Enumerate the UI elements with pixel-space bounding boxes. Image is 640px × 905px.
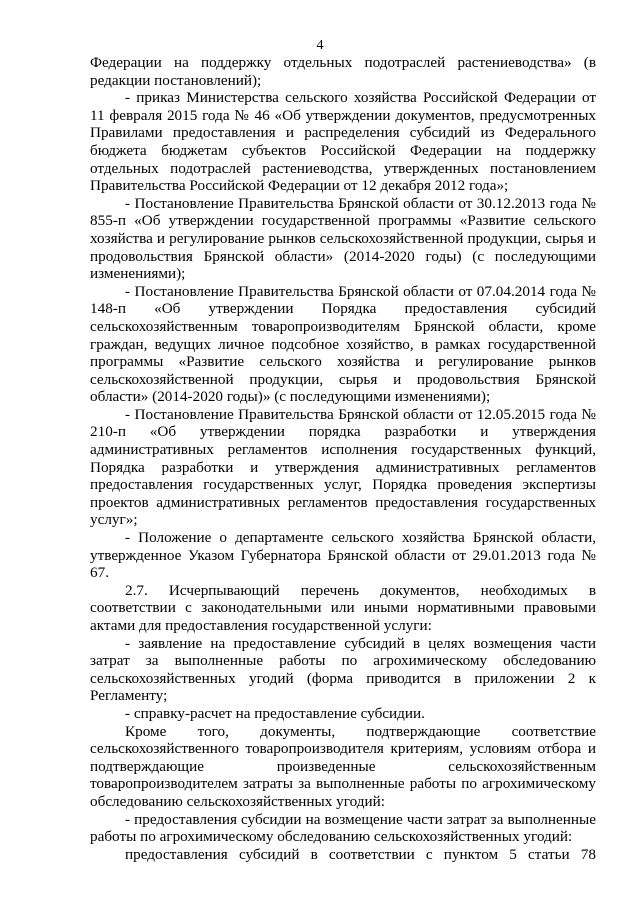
paragraph-application: - заявление на предоставление субсидий в целях возмещения части затрат за выполненные работы по агрохимическому обследованию сельскохозяйственных угодий (форма приводится в приложении 2 к Регламенту; [90,634,596,705]
paragraph-department-regulation: - Положение о департаменте сельского хозяйства Брянской области, утвержденное Указом Губернатора Брянской области от 29.01.2013 года № 67. [90,529,596,582]
paragraph-additional-documents: Кроме того, документы, подтверждающие соответствие сельскохозяйственного товаропроизводителя критериям, условиям отбора и подтверждающие произведенные сельскохозяйственным товаропроизводителем затраты за выполненные работы по агрохимическому обследованию сельскохозяйственных угодий: [90,722,596,810]
paragraph-order-46: - приказ Министерства сельского хозяйства Российской Федерации от 11 февраля 2015 года № 46 «Об утверждении документов, предусмотренных Правилами предоставления и распределения субсидий из Федерального бюджета бюджетам субъектов Российской Федерации на поддержку отдельных подотраслей растениеводства, утвержденных постановлением Правительства Российской Федерации от 12 декабря 2012 года»; [90,89,596,195]
paragraph-continuation: Федерации на поддержку отдельных подотраслей растениеводства» (в редакции постановлений); [90,54,596,89]
page-number: 4 [316,38,324,53]
paragraph-resolution-210: - Постановление Правительства Брянской области от 12.05.2015 года № 210-п «Об утверждении порядка разработки и утверждения административных регламентов исполнения государственных функций, Порядка разработки и утверждения административных регламентов предоставления государственных услуг, Порядка проведения экспертизы проектов административных регламентов предоставления государственных услуг»; [90,405,596,529]
paragraph-resolution-148: - Постановление Правительства Брянской области от 07.04.2014 года № 148-п «Об утверждении Порядка предоставления субсидий сельскохозяйственным товаропроизводителям Брянской области, кроме граждан, ведущих личное подсобное хозяйство, в рамках государственной программы «Развитие сельского хозяйства и регулирование рынков сельскохозяйственной продукции, сырья и продовольствия Брянской области» (2014-2020 годы)» (с последующими изменениями); [90,282,596,406]
paragraph-subsidy-article: предоставления субсидий в соответствии с пунктом 5 статьи 78 [125,845,596,863]
paragraph-section-2-7: 2.7. Исчерпывающий перечень документов, необходимых в соответствии с законодательными или иными нормативными правовыми актами для предоставления государственной услуги: [90,581,596,634]
paragraph-subsidy-purpose: - предоставления субсидии на возмещение части затрат за выполненные работы по агрохимическому обследованию сельскохозяйственных угодий: [90,810,596,846]
paragraph-resolution-855: - Постановление Правительства Брянской области от 30.12.2013 года № 855-п «Об утверждении государственной программы «Развитие сельского хозяйства и регулирование рынков сельскохозяйственной продукции, сырья и продовольствия Брянской области» (2014-2020 годы) (с последующими изменениями); [90,194,596,283]
document-body [90,54,596,863]
paragraph-calculation: - справку-расчет на предоставление субсидии. [125,704,425,722]
